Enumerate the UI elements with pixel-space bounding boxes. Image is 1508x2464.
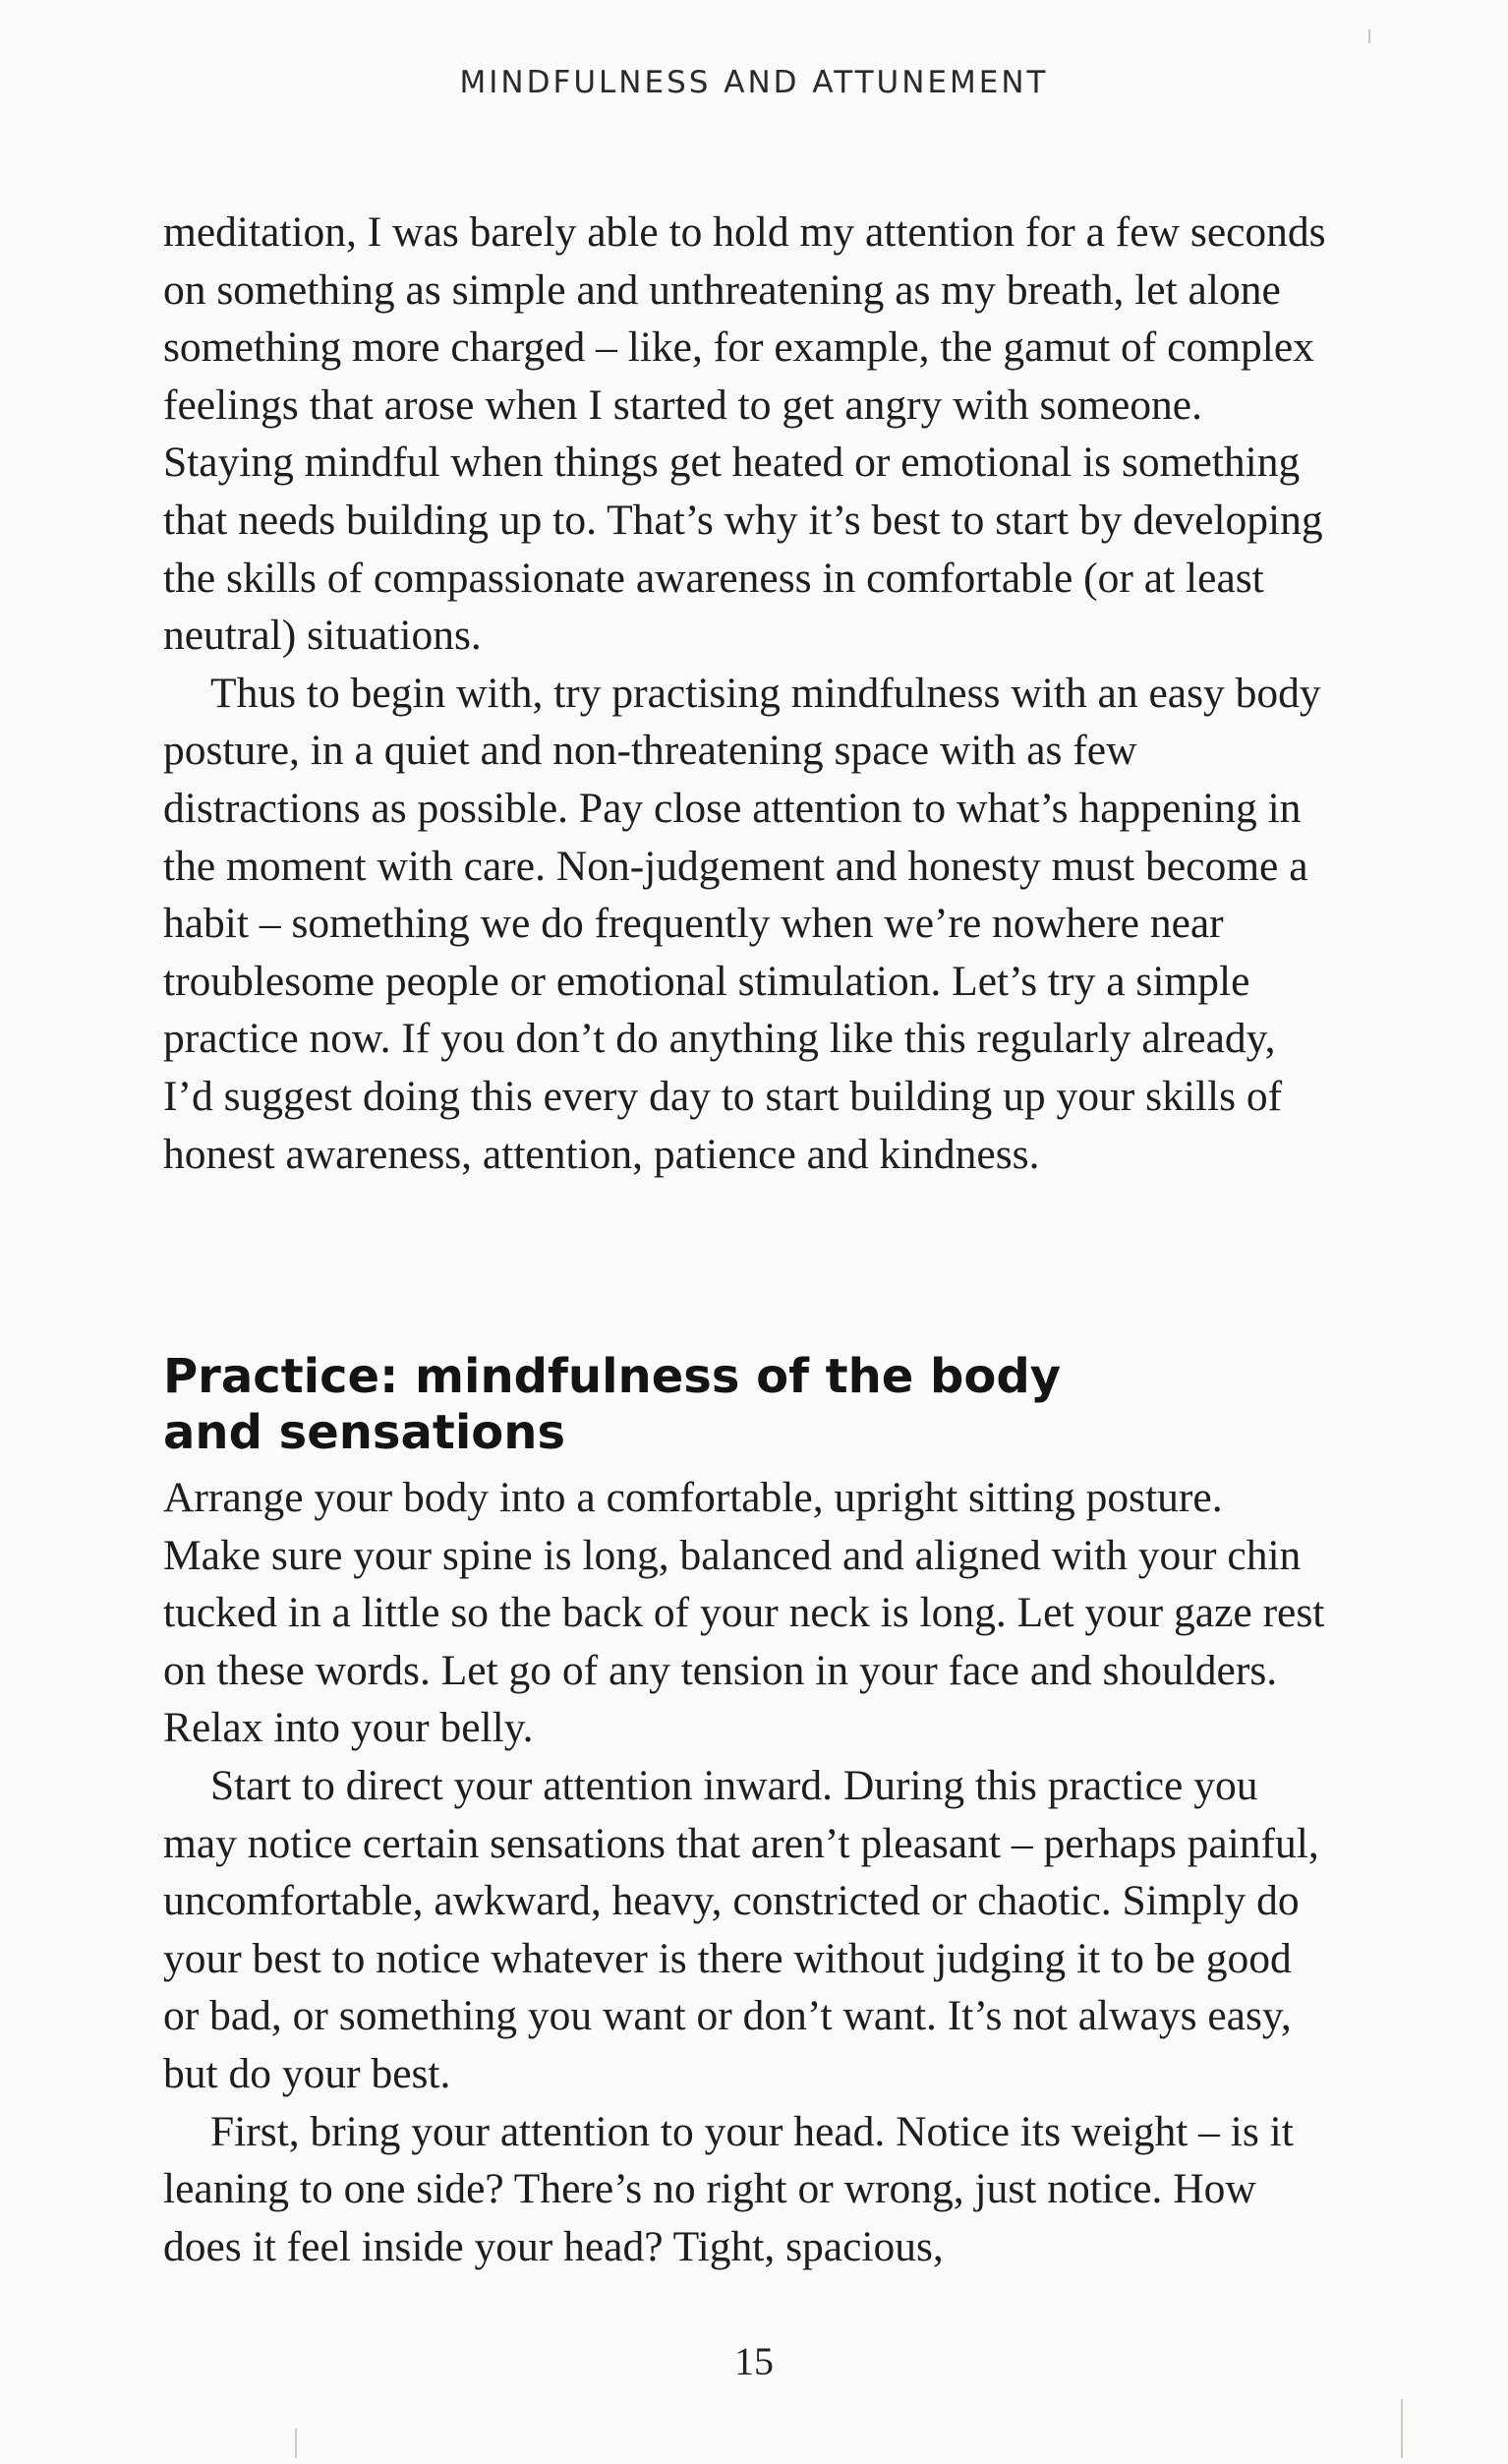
scan-speck	[1401, 2399, 1403, 2458]
scan-speck	[1368, 29, 1370, 43]
paragraph: Arrange your body into a comfortable, upright sitting posture. Make sure your spine is long, balanced and aligned with your chin tucked in a little so the back of your neck is long. Let your gaze rest on these words. Let go of any tension in your face and shoulders. Relax into your belly.	[163, 1474, 1325, 1752]
paragraph: Start to direct your attention inward. During this practice you may notice certain sensations that aren’t pleasant – perhaps painful, uncomfortable, awkward, heavy, constricted or chaotic. Simply do your best to notice whatever is there without judging it to be good or bad, or something you want or don’t want. It’s not always easy, but do your best.	[163, 1761, 1319, 2097]
running-head: MINDFULNESS AND ATTUNEMENT	[459, 65, 1049, 100]
practice-text-block	[163, 1469, 1328, 2275]
paragraph: meditation, I was barely able to hold my attention for a few seconds on something as simple and unthreatening as my breath, let alone something more charged – like, for example, the gamut of complex feelings that arose when I started to get angry with someone. Staying mindful when things get heated or emotional is something that needs building up to. That’s why it’s best to start by developing the skills of compassionate awareness in comfortable (or at least neutral) situations.	[163, 208, 1326, 660]
page-number: 15	[734, 2339, 774, 2383]
paragraph: First, bring your attention to your head. Notice its weight – is it leaning to one side? There’s no right or wrong, just notice. How does it feel inside your head? Tight, spacious,	[163, 2107, 1294, 2270]
paragraph: Thus to begin with, try practising mindfulness with an easy body posture, in a quiet and non-threatening space with as few distractions as possible. Pay close attention to what’s happening in the moment with care. Non-judgement and honesty must become a habit – something we do frequently when we’re nowhere near troublesome people or emotional stimulation. Let’s try a simple practice now. If you don’t do anything like this regularly already, I’d suggest doing this every day to start building up your skills of honest awareness, attention, patience and kindness.	[163, 669, 1321, 1178]
opening-text-block	[163, 204, 1328, 1183]
practice-heading	[163, 1349, 1328, 1461]
practice-heading-line-2: and sensations	[163, 1405, 566, 1460]
practice-heading-line-1: Practice: mindfulness of the body	[163, 1349, 1062, 1404]
scan-speck	[295, 2429, 297, 2458]
